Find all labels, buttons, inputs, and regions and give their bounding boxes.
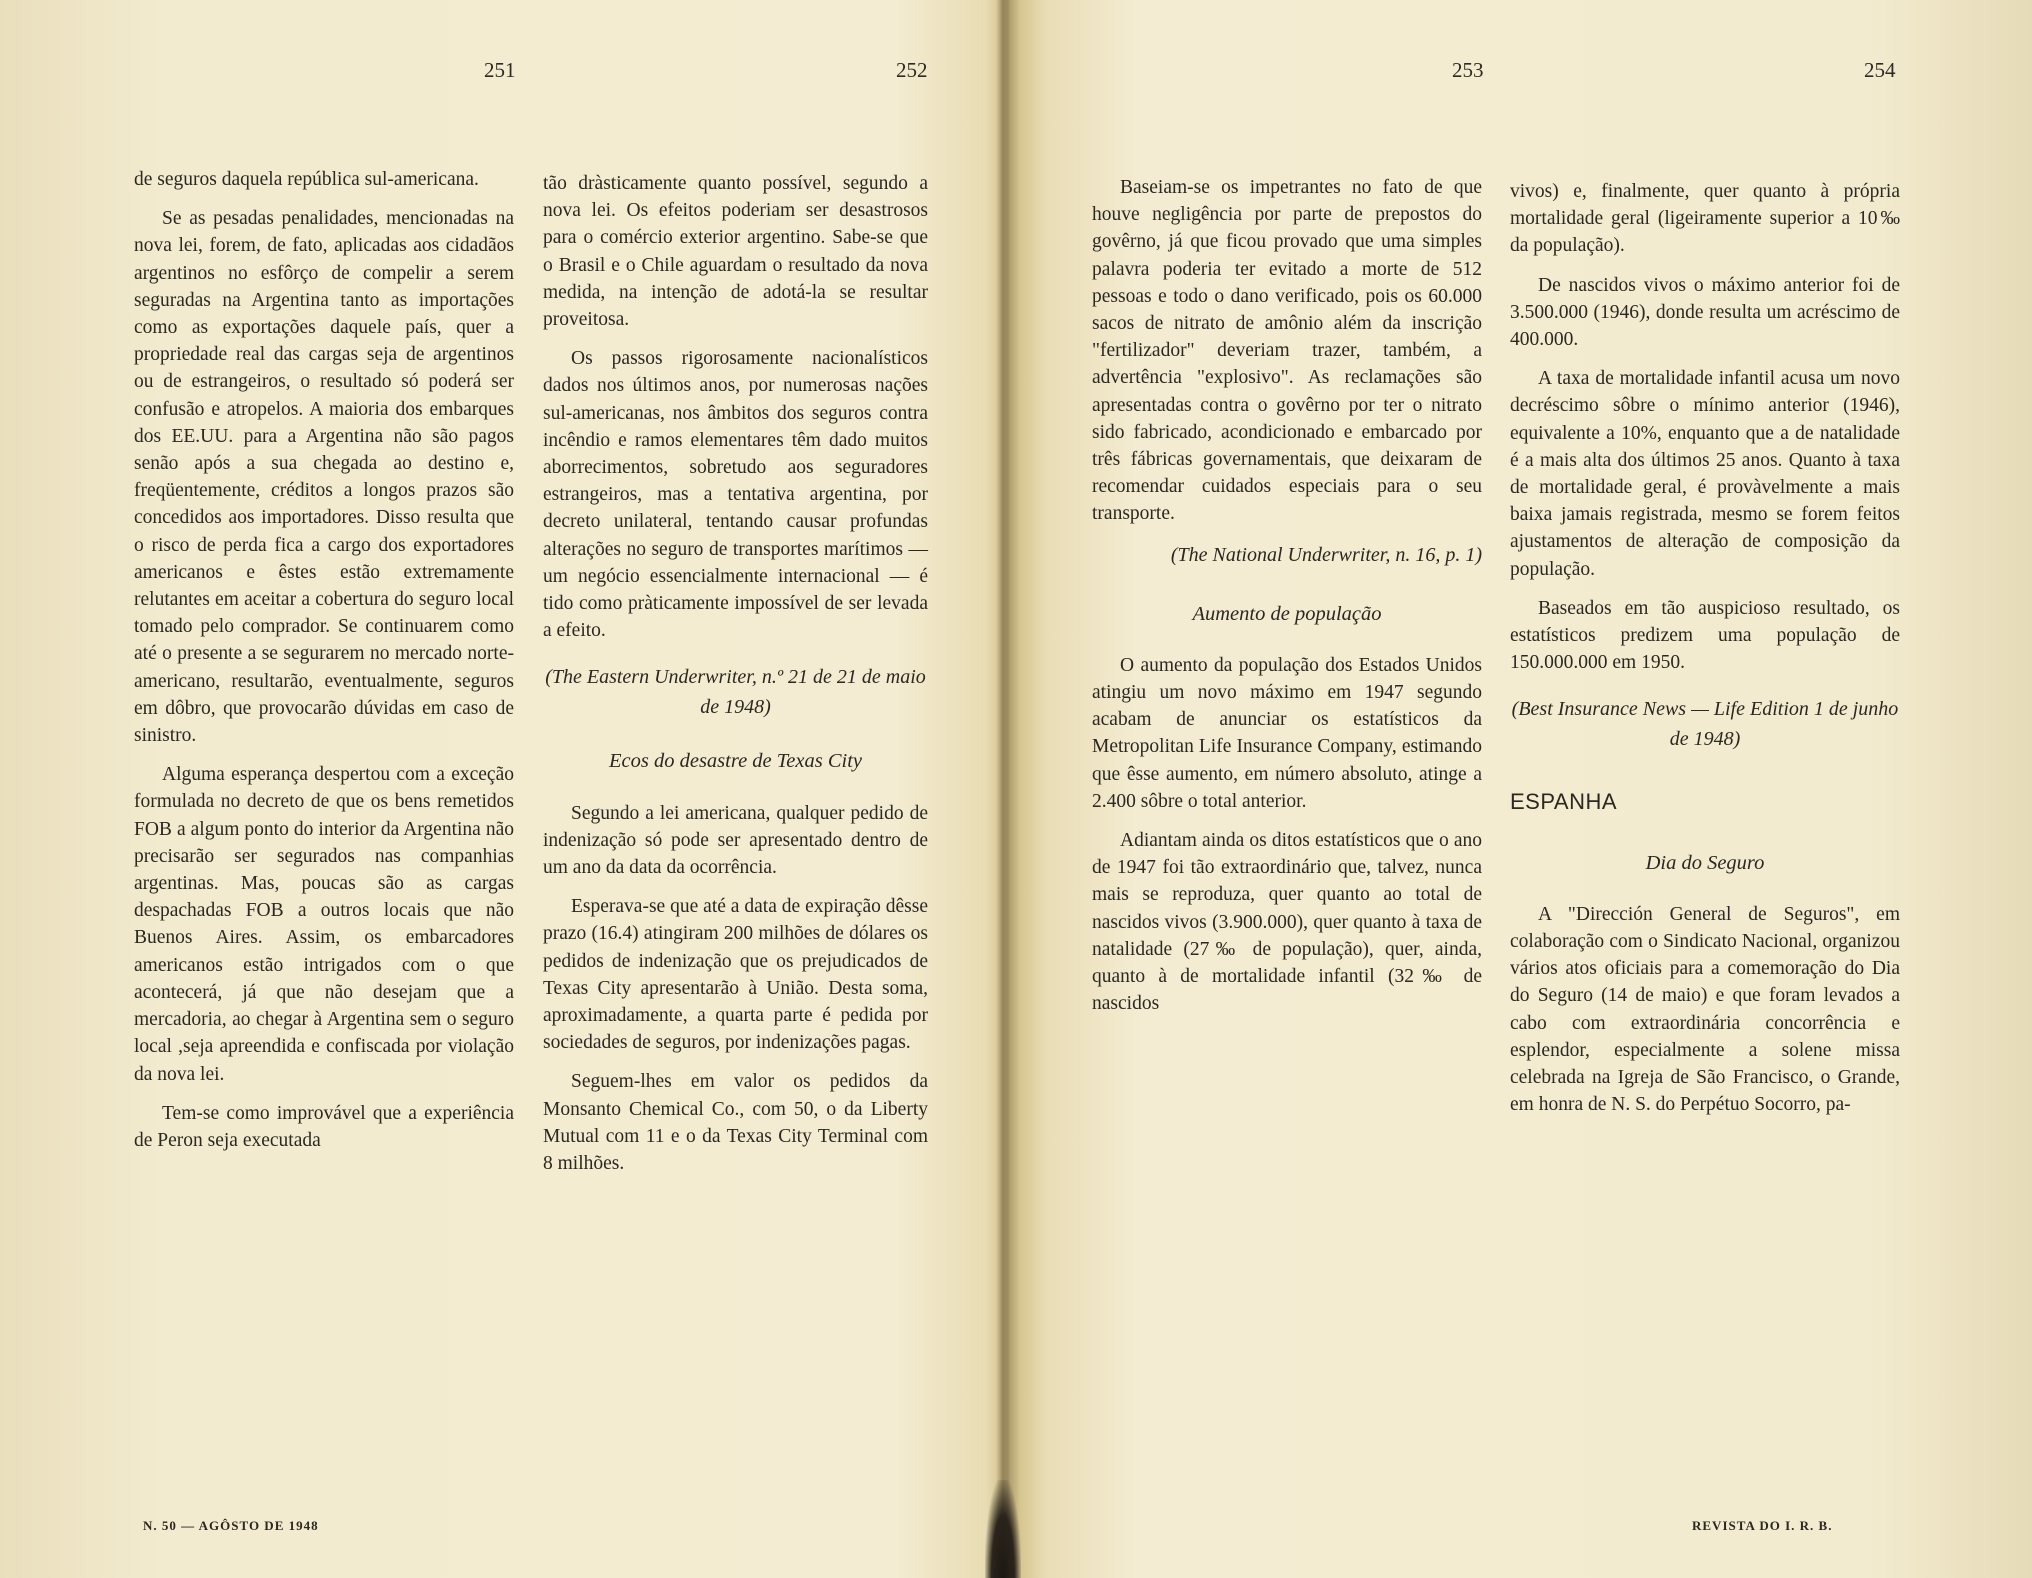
column-page-253 bbox=[1092, 174, 1482, 1029]
article-heading: Aumento de população bbox=[1192, 602, 1382, 625]
article-heading: Ecos do desastre de Texas City bbox=[609, 750, 862, 773]
paragraph: Alguma esperança despertou com a exceção formulada no decreto de que os bens remetidos FOB a algum ponto do interior da Argentina não precisarão ser segurados nas companhias argentinas. Mas, poucas são as cargas despachadas FOB a outros locais que não Buenos Aires. Assim, os embarcadores americanos estão intrigados com o que acontecerá, já que não desejam que a mercadoria, ao chegar à Argentina sem o seguro local ,seja apreendida e confiscada por violação da nova lei. bbox=[134, 764, 514, 1085]
source-citation: (The National Underwriter, n. 16, p. 1) bbox=[1170, 543, 1482, 566]
paragraph: Baseados em tão auspicioso resultado, os estatísticos predizem uma população de 150.000.000 em 1950. bbox=[1510, 597, 1900, 674]
source-citation: (Best Insurance News — Life Edition 1 de junho de 1948) bbox=[1511, 698, 1899, 751]
paragraph: A "Dirección General de Seguros", em colaboração com o Sindicato Nacional, organizou vários atos oficiais para a comemoração do Dia do Seguro (14 de maio) e que foram levados a cabo com extraordinária concorrência e esplendor, especialmente a solene missa celebrada na Igreja de São Francisco, o Grande, em honra de N. S. do Perpétuo Socorro, pa- bbox=[1510, 903, 1900, 1116]
page-number-252: 252 bbox=[896, 58, 928, 82]
page-number-251: 251 bbox=[484, 58, 516, 82]
section-heading: ESPANHA bbox=[1510, 789, 1618, 815]
paragraph: de seguros daquela república sul-americana. bbox=[134, 169, 479, 190]
column-page-251 bbox=[134, 166, 514, 1166]
paragraph: vivos) e, finalmente, quer quanto à própria mortalidade geral (ligeiramente superior a 10‰ da população). bbox=[1510, 181, 1900, 257]
paragraph: O aumento da população dos Estados Unidos atingiu um novo máximo em 1947 segundo acabam de anunciar os estatísticos da Metropolitan Life Insurance Company, estimando que êsse aumento, em número absoluto, atinge a 2.400 sôbre o total anterior. bbox=[1092, 654, 1482, 812]
source-citation: (The Eastern Underwriter, n.º 21 de 21 de maio de 1948) bbox=[545, 666, 926, 719]
footer-issue: N. 50 — AGÔSTO DE 1948 bbox=[143, 1518, 319, 1533]
paragraph: tão dràsticamente quanto possível, segundo a nova lei. Os efeitos poderiam ser desastrosos para o comércio exterior argentino. Sabe-se que o Brasil e o Chile aguardam o resultado da nova medida, na intenção de adotá-la se resultar proveitosa. bbox=[543, 173, 928, 331]
paragraph: De nascidos vivos o máximo anterior foi de 3.500.000 (1946), donde resulta um acréscimo de 400.000. bbox=[1510, 274, 1900, 351]
book-spine bbox=[996, 0, 1010, 1578]
paragraph: Tem-se como improvável que a experiência de Peron seja executada bbox=[134, 1102, 514, 1151]
column-page-254 bbox=[1510, 178, 1900, 1130]
article-heading: Dia do Seguro bbox=[1645, 851, 1765, 874]
page-number-253: 253 bbox=[1452, 58, 1484, 82]
book-spine-shadow bbox=[985, 1480, 1021, 1578]
paragraph: A taxa de mortalidade infantil acusa um novo decréscimo sôbre o mínimo anterior (1946), equivalente a 10%, enquanto que a de natalidade é a mais alta dos últimos 25 anos. Quanto à taxa de mortalidade geral, é provàvelmente a mais baixa jamais registrada, mesmo se forem feitos ajustamentos de alteração de composição da população. bbox=[1510, 368, 1900, 580]
page-number-254: 254 bbox=[1864, 58, 1896, 82]
paragraph: Esperava-se que até a data de expiração dêsse prazo (16.4) atingiram 200 milhões de dólares os pedidos de indenização que os prejudicados de Texas City apresentarão à União. Desta soma, aproximadamente, a quarta parte é pedida por sociedades de seguros, por indenizações pagas. bbox=[543, 896, 928, 1054]
paragraph: Segundo a lei americana, qualquer pedido de indenização só pode ser apresentado dentro de um ano da data da ocorrência. bbox=[543, 802, 928, 879]
paragraph: Baseiam-se os impetrantes no fato de que houve negligência por parte de prepostos do govêrno, já que ficou provado que uma simples palavra poderia ter evitado a morte de 512 pessoas e todo o dano verificado, pois os 60.000 sacos de nitrato de amônio além da inscrição "fertilizador" deveriam trazer, também, a advertência "explosivo". As reclamações são apresentadas contra o govêrno por ter o nitrato sido fabricado, acondicionado e embarcado por três fábricas governamentais, que deixaram de recomendar cuidados especiais para o seu transporte. bbox=[1092, 177, 1482, 525]
paragraph: Se as pesadas penalidades, mencionadas na nova lei, forem, de fato, aplicadas aos cidadãos argentinos no esfôrço de compelir a serem seguradas na Argentina tanto as importações como as exportações daquele país, quer a propriedade real das cargas seja de argentinos ou de estrangeiros, o resultado só poderá ser confusão e atropelos. A maioria dos embarques dos EE.UU. para a Argentina não são pagos senão após a sua chegada ao destino e, freqüentemente, créditos a longos prazos são concedidos aos importadores. Disso resulta que o risco de perda fica a cargo dos exportadores americanos e êstes estão extremamente relutantes em aceitar a cobertura do seguro local tomado pelo comprador. Se continuarem como até o presente a se segurarem no mercado norte-americano, resultarão, eventualmente, seguros em dôbro, que provocarão dúvidas em caso de sinistro. bbox=[134, 208, 514, 747]
paragraph: Seguem-lhes em valor os pedidos da Monsanto Chemical Co., com 50, o da Liberty Mutual com 11 e o da Texas City Terminal com 8 milhões. bbox=[543, 1071, 928, 1175]
column-page-252 bbox=[543, 170, 928, 1189]
footer-journal: REVISTA DO I. R. B. bbox=[1692, 1518, 1833, 1533]
paragraph: Os passos rigorosamente nacionalísticos dados nos últimos anos, por numerosas nações sul-americanas, nos âmbitos dos seguros contra incêndio e ramos elementares têm dado muitos aborrecimentos, sobretudo aos seguradores estrangeiros, mas a tentativa argentina, por decreto unilateral, tentando causar profundas alterações no seguro de transportes marítimos — um negócio essencialmente internacional — é tido como pràticamente impossível de ser levada a efeito. bbox=[543, 348, 928, 642]
paragraph: Adiantam ainda os ditos estatísticos que o ano de 1947 foi tão extraordinário que, talvez, nunca mais se reproduza, quer quanto ao total de nascidos vivos (3.900.000), quer quanto à taxa de natalidade (27‰ de população), quer, ainda, quanto à de mortalidade infantil (32‰ de nascidos bbox=[1092, 830, 1482, 1015]
